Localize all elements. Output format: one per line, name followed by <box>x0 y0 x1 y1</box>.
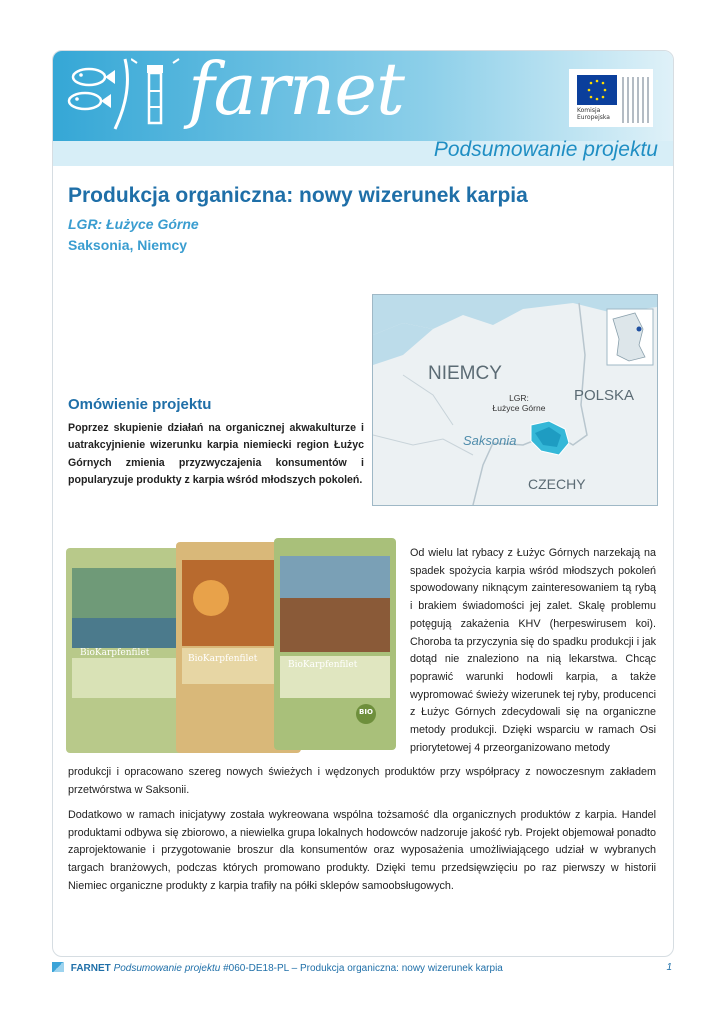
eu-label: Komisja Europejska <box>577 107 610 121</box>
section-heading: Omówienie projektu <box>68 396 212 413</box>
footer-publication: Podsumowanie projektu <box>113 963 221 974</box>
lead-paragraph: Poprzez skupienie działań na organicznej akwakulturze i uatrakcyjnienie wizerunku karpia niemiecki region Łużyc Górnych zmienia przyzwyczajenia konsumentów i popularyzuje produkty z karpia wśród młodszych pokoleń. <box>68 422 364 487</box>
location-map <box>372 294 658 506</box>
header-overlay <box>52 50 672 180</box>
product-photo <box>66 538 396 756</box>
map-label-lgr: LGR: Łużyce Górne <box>492 393 546 413</box>
footer-brand: FARNET <box>70 963 111 974</box>
pack-label-1: BioKarpfenfilet <box>80 648 150 658</box>
region-name: Saksonia, Niemcy <box>68 237 188 253</box>
publication-subtitle: Podsumowanie projektu <box>433 138 658 161</box>
body-paragraph-1-column: Od wielu lat rybacy z Łużyc Górnych narzekają na spadek spożycia karpia wśród młodszych pokoleń spowodowany niknącym zainteresowaniem tą rybą i brakiem świadomości jej zalet. Skalę problemu potęgują zakażenia KHV (herpeswirusem koi). Choroba ta przyczynia się do spadku produkcji i jak dotąd nie znaleziono na nią lekarstwa. Chcąc poprawić warunki hodowli karpia, a także wypromować świeży wizerunek tej ryby, producenci z Łużyc Górnych zdecydowali się na organiczne metody produkcji. Dzięki wsparciu w ramach Osi priorytetowej 4 przeorganizowano metody <box>410 547 656 754</box>
page-title: Produkcja organiczna: nowy wizerunek karpia <box>68 184 528 207</box>
farnet-logo: farnet <box>188 50 404 131</box>
farnet-small-icon <box>52 962 64 972</box>
body-paragraph-2: Dodatkowo w ramach inicjatywy została wykreowana wspólna tożsamość dla organicznych produktów z karpia. Handel produktami odbywa się zbiorowo, a niewielka grupa lokalnych hodowców nadzoruje jakość ryb. Projekt objemował ponadto zaprojektowanie i przygotowanie broszur dla konsumentów oraz wyposażenia umożliwiającego udział w wybranych targach branżowych, podczas których promowano produkty. Dzięki temu przedsięwzięciu po raz pierwszy w historii Niemiec organiczne produkty z karpia trafiły na półki sklepów samoobsługowych. <box>68 809 656 892</box>
page-footer <box>52 962 672 978</box>
footer-reference: #060-DE18-PL – Produkcja organiczna: nowy wizerunek karpia <box>223 963 503 974</box>
lgr-name: LGR: Łużyce Górne <box>68 216 199 232</box>
body-paragraph-1-continued: produkcji i opracowano szereg nowych świeżych i wędzonych produktów przy współpracy z nowoczesnym zakładem przetwórstwa w Saksonii. <box>68 766 656 796</box>
map-label-niemcy: NIEMCY <box>428 363 502 384</box>
map-label-saksonia: Saksonia <box>463 433 517 448</box>
map-label-czechy: CZECHY <box>528 476 586 492</box>
pack-label-3: BioKarpfenfilet <box>288 660 358 670</box>
bio-badge: BIO <box>359 708 373 716</box>
page-number: 1 <box>666 962 672 973</box>
map-label-polska: POLSKA <box>574 387 635 404</box>
pack-label-2: BioKarpfenfilet <box>188 654 258 664</box>
